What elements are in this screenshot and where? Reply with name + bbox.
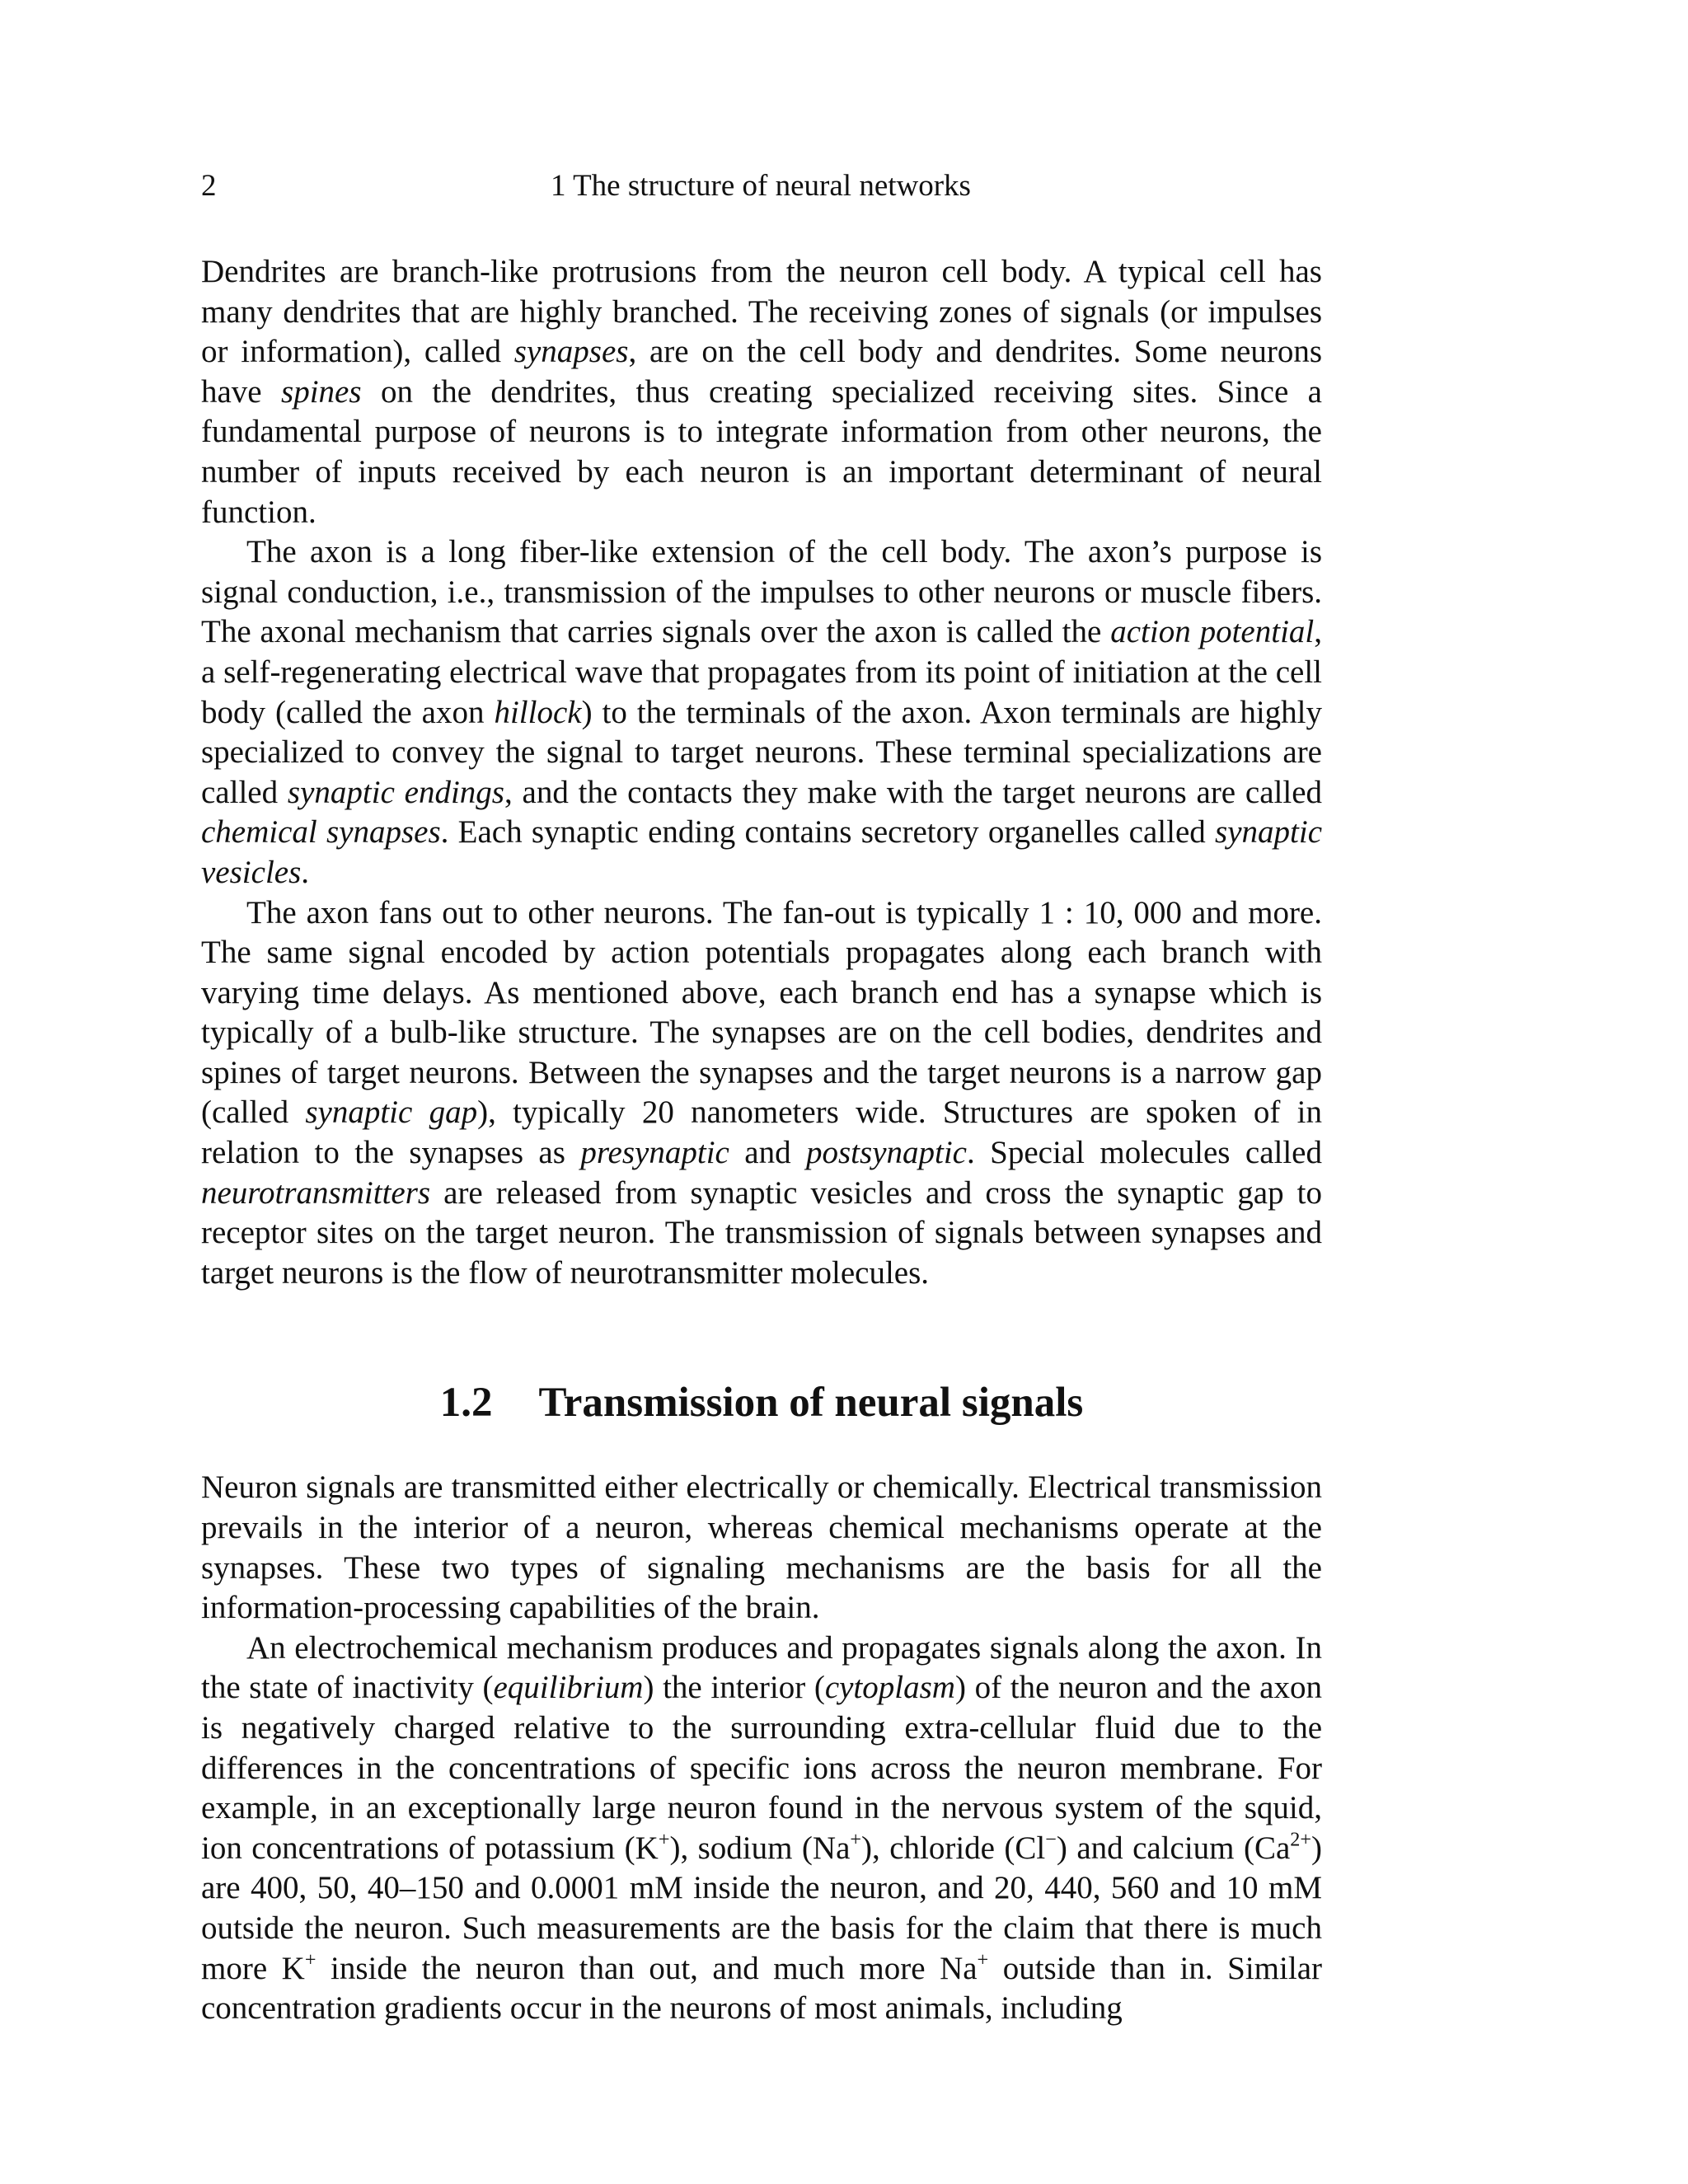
superscript: + — [304, 1947, 316, 1971]
term-synapses: synapses — [513, 334, 629, 370]
paragraph-axon: The axon is a long fiber-like extension of the cell body. The axon’s purpose is signal conduction, i.e., transmission of the impulses to other neurons or muscle fibers. The axonal mechanism that carries signals over the axon is called the action potential, a self-regenerating electrical wave that propagates from its point of initiation at the cell body (called the axon hillock) to the terminals of the axon. Axon terminals are highly specialized to convey the signal to target neurons. These terminal specializations are called synaptic endings, and the contacts they make with the target neurons are called chemical synapses. Each synaptic ending contains secretory organelles called synaptic vesicles. — [201, 534, 1323, 890]
section-title: Transmission of neural signals — [538, 1380, 1084, 1427]
term-cytoplasm: cytoplasm — [824, 1670, 955, 1706]
term-hillock: hillock — [494, 694, 582, 730]
running-head — [201, 163, 1322, 209]
paragraph-signal-transmission: Neuron signals are transmitted either electrically or chemically. Electrical transmission prevails in the interior of a neuron, whereas chemical mechanisms operate at the synapses. These two types of signaling mechanisms are the basis for all the information-processing capabilities of the brain. — [201, 1469, 1322, 1626]
superscript: − — [1045, 1828, 1057, 1851]
section-number: 1.2 — [439, 1380, 493, 1427]
term-postsynaptic: postsynaptic — [806, 1135, 967, 1171]
page-number: 2 — [201, 169, 217, 203]
superscript: + — [850, 1828, 862, 1851]
term-action-potential: action potential — [1110, 614, 1315, 650]
body-text — [201, 252, 1322, 2029]
term-synaptic-endings: synaptic endings — [287, 774, 504, 810]
paragraph-dendrites: Dendrites are branch-like protrusions from the neuron cell body. A typical cell has many dendrites that are highly branched. The receiving zones of signals (or impulses or information), called synapses, are on the cell body and dendrites. Some neurons have spines on the dendrites, thus creating specialized receiving sites. Since a fundamental purpose of neurons is to integrate information from other neurons, the number of inputs received by each neuron is an important determinant of neural function. — [201, 254, 1323, 530]
term-neurotransmitters: neurotransmitters — [201, 1174, 431, 1211]
term-synaptic-gap: synaptic gap — [305, 1094, 478, 1131]
term-presynaptic: presynaptic — [580, 1135, 729, 1171]
term-equilibrium: equilibrium — [493, 1670, 644, 1706]
paragraph-fan-out: The axon fans out to other neurons. The fan-out is typically 1 : 10, 000 and more. The same signal encoded by action potentials propagates along each branch with varying time delays. As mentioned above, each branch end has a synapse which is typically of a bulb-like structure. The synapses are on the cell bodies, dendrites and spines of target neurons. Between the synapses and the target neurons is a narrow gap (called synaptic gap), typically 20 nanometers wide. Structures are spoken of in relation to the synapses as presynaptic and postsynaptic. Special molecules called neurotransmitters are released from synaptic vesicles and cross the synaptic gap to receptor sites on the target neuron. The transmission of signals between synapses and target neurons is the flow of neurotransmitter molecules. — [201, 894, 1323, 1291]
superscript: + — [977, 1947, 989, 1971]
section-heading — [201, 1378, 1322, 1427]
superscript: + — [658, 1828, 670, 1851]
term-synaptic-vesicles: synaptic vesicles — [201, 814, 1322, 890]
term-spines: spines — [281, 373, 362, 410]
running-title: 1 The structure of neural networks — [551, 169, 971, 203]
term-chemical-synapses: chemical synapses — [201, 814, 441, 851]
paragraph-electrochemical: An electrochemical mechanism produces and propagates signals along the axon. In the state of inactivity (equilibrium) the interior (cytoplasm) of the neuron and the axon is negatively charged relative to the surrounding extra-cellular fluid due to the differences in the concentrations of specific ions across the neuron membrane. For example, in an exceptionally large neuron found in the nervous system of the squid, ion concentrations of potassium (K+), sodium (Na+), chloride (Cl−) and calcium $(Ca^{2+})$ are 400, 50, 40–150 and 0.0001 mM inside the neuron, and 20, 440, 560 and 10 mM outside the neuron. Such measurements are the basis for the claim that there is much more K+ inside the neuron than out, and much more Na+ outside than in. Similar concentration gradients occur in the neurons of most animals, including — [201, 1629, 1322, 2027]
superscript: 2+ — [1290, 1828, 1311, 1851]
